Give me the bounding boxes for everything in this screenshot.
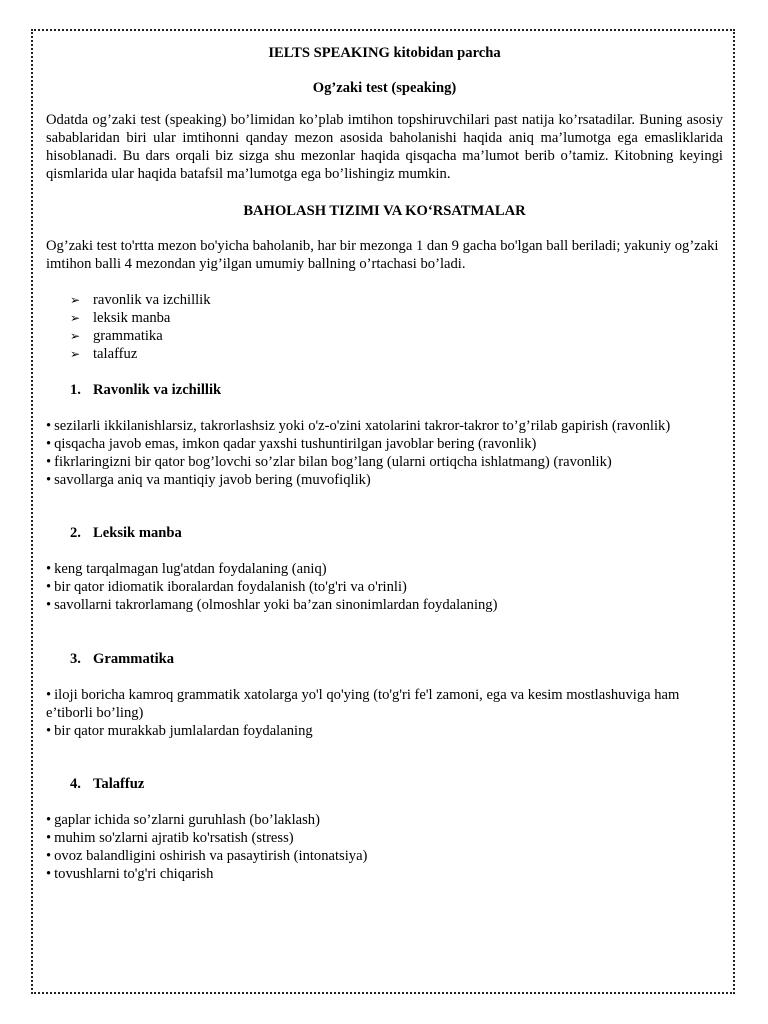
bullet-icon: • — [46, 866, 52, 882]
criteria-label: ravonlik va izchillik — [93, 292, 211, 308]
bullet-icon: • — [46, 830, 52, 846]
criteria-list — [46, 291, 723, 363]
section-heading-lexical — [70, 524, 723, 542]
bullet-icon: • — [46, 436, 52, 452]
section-title: Leksik manba — [93, 525, 182, 541]
bullet-icon: • — [46, 472, 52, 488]
section-title: Talaffuz — [93, 776, 145, 792]
section-number: 4. — [70, 776, 81, 792]
list-item: • bir qator idiomatik iboralardan foydalanish (to'g'ri va o'rinli) — [46, 579, 407, 595]
bullet-icon: • — [46, 561, 52, 577]
list-item: • sezilarli ikkilanishlarsiz, takrorlashsiz yoki o'z-o'zini xatolarini takror-takror to’g’rilab gapirish (ravonlik) — [46, 418, 671, 434]
section-number: 2. — [70, 525, 81, 541]
list-item: • iloji boricha kamroq grammatik xatolarga yo'l qo'ying (to'g'ri fe'l zamoni, ega va kesim mostlashuviga ham e’tiborli bo’ling) — [46, 687, 680, 721]
criteria-item — [70, 291, 723, 309]
section-heading-pronunciation — [70, 775, 723, 793]
pronunciation-list — [46, 811, 723, 883]
bullet-icon: • — [46, 454, 52, 470]
bullet-icon: • — [46, 687, 52, 703]
bullet-icon: • — [46, 579, 52, 595]
bullet-icon: • — [46, 418, 52, 434]
list-item: • gaplar ichida so’zlarni guruhlash (bo’laklash) — [46, 812, 320, 828]
criteria-item — [70, 309, 723, 327]
lexical-list — [46, 560, 723, 614]
list-item: • muhim so'zlarni ajratib ko'rsatish (stress) — [46, 830, 294, 846]
fluency-list — [46, 417, 723, 489]
criteria-label: grammatika — [93, 328, 163, 344]
section-heading-fluency — [70, 381, 723, 399]
bullet-icon: • — [46, 597, 52, 613]
intro-paragraph: Odatda og’zaki test (speaking) bo’limidan ko’plab imtihon topshiruvchilari past natija ko’rsatadilar. Buning asosiy sabablaridan biri ular imtihonni qanday mezon asosida baholanishi haqida aniq ma’lumotga ega emasliklarida hisoblanadi. Bu dars orqali biz sizga shu mezonlar haqida qisqacha ma’lumot berib o’tamiz. Kitobning keyingi qismlarida ular haqida batafsil ma’lumotga ega bo’lishingiz mumkin. — [46, 112, 723, 182]
bullet-icon: • — [46, 848, 52, 864]
list-item: • savollarni takrorlamang (olmoshlar yoki ba’zan sinonimlardan foydalaning) — [46, 597, 498, 613]
bullet-icon: • — [46, 723, 52, 739]
section-number: 1. — [70, 382, 81, 398]
criteria-label: talaffuz — [93, 346, 138, 362]
criteria-label: leksik manba — [93, 310, 171, 326]
list-item: • ovoz balandligini oshirish va pasaytirish (intonatsiya) — [46, 848, 368, 864]
criteria-item — [70, 327, 723, 345]
list-item: • tovushlarni to'g'ri chiqarish — [46, 866, 214, 882]
list-item: • keng tarqalmagan lug'atdan foydalaning (aniq) — [46, 561, 327, 577]
criteria-item — [70, 345, 723, 363]
arrowhead-icon: ➢ — [70, 347, 81, 361]
arrowhead-icon: ➢ — [70, 293, 81, 307]
assessment-heading: BAHOLASH TIZIMI VA KO‘RSATMALAR — [243, 203, 526, 219]
section-heading-grammar — [70, 650, 723, 668]
grammar-list — [46, 686, 723, 740]
assessment-description: Og’zaki test to'rtta mezon bo'yicha baholanib, har bir mezonga 1 dan 9 gacha bo'lgan ball beriladi; yakuniy og’zaki imtihon balli 4 mezondan yig’ilgan umumiy ballning o’rtachasi bo’ladi. — [46, 238, 719, 272]
list-item: • qisqacha javob emas, imkon qadar yaxshi tushuntirilgan javoblar bering (ravonlik) — [46, 436, 537, 452]
document-body — [46, 44, 723, 883]
list-item: • fikrlaringizni bir qator bog’lovchi so’zlar bilan bog’lang (ularni ortiqcha ishlatmang) (ravonlik) — [46, 454, 612, 470]
document-title: IELTS SPEAKING kitobidan parcha — [268, 45, 501, 61]
section-title: Ravonlik va izchillik — [93, 382, 222, 398]
section-number: 3. — [70, 651, 81, 667]
section-title: Grammatika — [93, 651, 175, 667]
document-subtitle: Og’zaki test (speaking) — [312, 80, 457, 96]
arrowhead-icon: ➢ — [70, 329, 81, 343]
list-item: • savollarga aniq va mantiqiy javob bering (muvofiqlik) — [46, 472, 371, 488]
bullet-icon: • — [46, 812, 52, 828]
list-item: • bir qator murakkab jumlalardan foydalaning — [46, 723, 313, 739]
arrowhead-icon: ➢ — [70, 311, 81, 325]
